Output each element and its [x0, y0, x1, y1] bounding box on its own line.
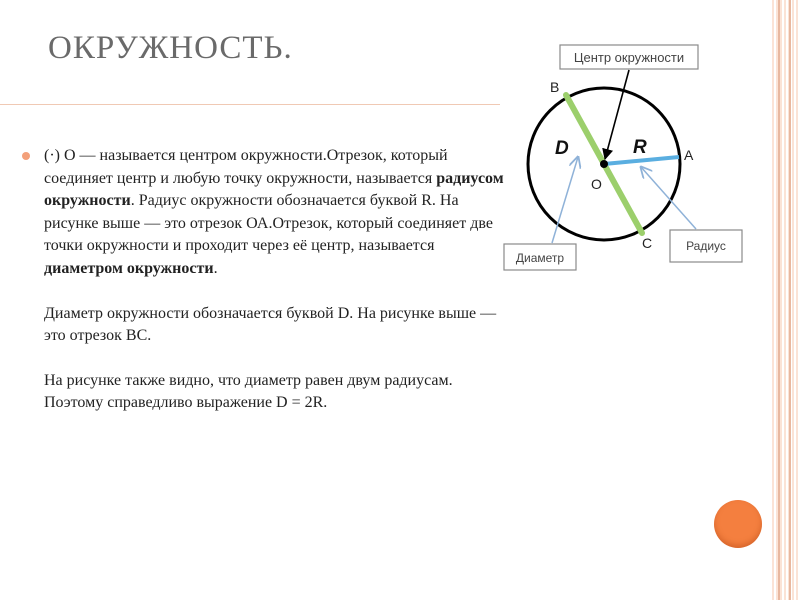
text-part: .	[213, 259, 218, 277]
text-part: . Радиус окружности обозначается буквой R. На рисунке выше — это отрезок ОА.Отрезок, который соединяет две точки окружности и проходит через её центр, называется	[44, 192, 493, 255]
point-label-c: C	[642, 235, 653, 251]
point-label-b: B	[550, 79, 560, 95]
decorative-orange-circle	[714, 500, 762, 548]
title-divider	[0, 104, 500, 105]
decorative-stripe-line	[778, 0, 780, 600]
slide-title: ОКРУЖНОСТЬ.	[48, 30, 293, 66]
callout-diameter-label: Диаметр	[515, 251, 565, 265]
radius-segment	[604, 157, 679, 164]
body-text	[44, 145, 504, 415]
paragraph-diameter: Диаметр окружности обозначается буквой D. На рисунке выше — это отрезок ВС.	[44, 304, 497, 345]
point-label-a: A	[684, 147, 694, 163]
bullet-icon	[22, 152, 30, 160]
text-part: (·) О — называется центром окружности.Отрезок, который соединяет центр и любую точку окружности, называется	[44, 147, 448, 187]
decorative-stripes	[772, 0, 800, 600]
center-point	[600, 160, 608, 168]
term-radius: радиусом окружности	[44, 169, 504, 210]
callout-center-arrow	[605, 70, 629, 159]
segment-label-d: D	[555, 138, 569, 159]
point-label-o: O	[591, 176, 602, 192]
paragraph-definitions	[44, 145, 504, 281]
decorative-stripe-line	[789, 0, 791, 600]
callout-radius-label: Радиус	[686, 239, 726, 253]
segment-label-r: R	[633, 137, 647, 158]
callout-radius-arrow	[641, 167, 696, 229]
callout-center-label: Центр окружности	[573, 50, 685, 65]
circle-diagram	[490, 36, 760, 276]
term-diameter: диаметром окружности	[44, 259, 214, 277]
paragraph-formula: На рисунке также видно, что диаметр равен двум радиусам. Поэтому справедливо выражение D = 2R.	[44, 371, 453, 412]
